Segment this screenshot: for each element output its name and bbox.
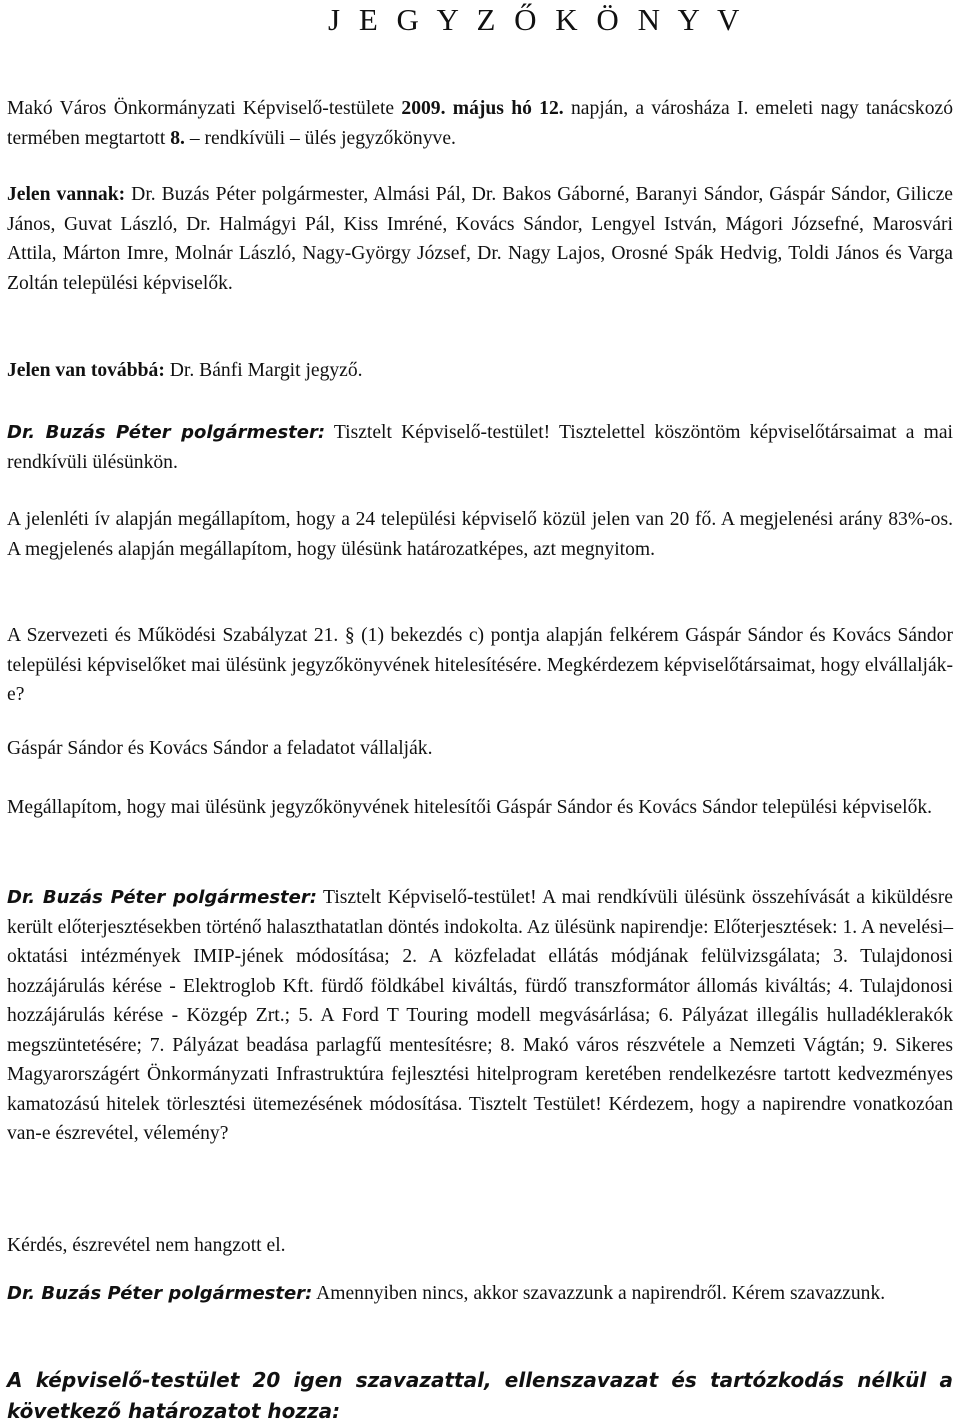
acceptance-paragraph: Gáspár Sándor és Kovács Sándor a feladatot vállalják. — [7, 738, 433, 759]
also-present-text: Dr. Bánfi Margit jegyző. — [164, 360, 363, 381]
authenticators-paragraph: Megállapítom, hogy mai ülésünk jegyzőkönyvének hitelesítői Gáspár Sándor és Kovács Sándor települési képviselők. — [7, 797, 933, 818]
speech-text: Tisztelt Képviselő-testület! A mai rendkívüli ülésünk összehívását a kiküldésre került előterjesztésekben történő halaszthatatlan döntés indokolta. Az ülésünk napirendje: Előterjesztések: 1. A nevelési–oktatási intézmények IMIP-jének módosítása; 2. A közfeladat ellátás módjának felülvizsgálata; 3. Tulajdonosi hozzájárulás kérése - Elektroglob Kft. fürdő földkábel kiváltás, fürdő transzformátor állomás kiváltás; 4. Tulajdonosi hozzájárulás kérése - Közgép Zrt.; 5. A Ford T Touring modell megvásárlása; 6. Pályázat illegális hulladéklerakók megszüntetésére; 7. Pályázat beadása parlagfű mentesítésre; 8. Makó város részvétele a Nemzeti Vágtán; 9. Sikeres Magyarországért Önkormányzati Infrastruktúra fejlesztési hitelprogram keretében rendelkezésre tartott kedvezményes kamatozású hitelek törlesztési ütemezésének módosítása. Tisztelt Testület! Kérdezem, hogy a napirendre vonatkozóan van-e észrevétel, vélemény? — [7, 887, 953, 1144]
speaker-label: Dr. Buzás Péter polgármester: — [7, 1283, 313, 1304]
speech-text: Amennyiben nincs, akkor szavazzunk a napirendről. Kérem szavazzunk. — [312, 1283, 886, 1304]
meeting-number: 8. — [170, 127, 185, 149]
speaker-label: Dr. Buzás Péter polgármester: — [7, 887, 317, 908]
vote-paragraph — [7, 1366, 953, 1427]
attendees-label: Jelen vannak: — [7, 184, 126, 205]
no-questions-paragraph: Kérdés, észrevétel nem hangzott el. — [7, 1235, 286, 1256]
also-present-label: Jelen van továbbá: — [7, 360, 165, 381]
meeting-date: 2009. május hó 12. — [401, 98, 564, 119]
speech-1 — [7, 418, 953, 477]
intro-text-3: – rendkívüli – ülés jegyzőkönyve. — [184, 127, 456, 149]
sms-paragraph: A Szervezeti és Működési Szabályzat 21. § (1) bekezdés c) pontja alapján felkérem Gáspár Sándor és Kovács Sándor települési képviselőket mai ülésünk jegyzőkönyvének hitelesítésére. Megkérdezem képviselőtársaimat, hogy elvállalják-e? — [7, 625, 953, 705]
speaker-label: Dr. Buzás Péter polgármester: — [7, 422, 326, 443]
quorum-paragraph: A jelenléti ív alapján megállapítom, hogy a 24 települési képviselő közül jelen van 20 fő. A megjelenési arány 83%-os. A megjelenés alapján megállapítom, hogy ülésünk határozatképes, azt megnyitom. — [7, 509, 953, 560]
document-title: J E G Y Z Ő K Ö N Y V — [328, 2, 745, 37]
intro-paragraph — [7, 94, 953, 153]
attendees-list: Dr. Buzás Péter polgármester, Almási Pál, Dr. Bakos Gáborné, Baranyi Sándor, Gáspár Sándor, Gilicze János, Guvat László, Dr. Halmágyi Pál, Kiss Imréné, Kovács Sándor, Lengyel István, Mágori Józsefné, Marosvári Attila, Márton Imre, Molnár László, Nagy-György József, Dr. Nagy Lajos, Orosné Spák Hedvig, Toldi János és Varga Zoltán települési képviselők. — [7, 184, 953, 294]
speech-text: Tisztelt Képviselő-testület! Tisztelettel köszöntöm képviselőtársaimat a mai rendkívüli ülésünkön. — [7, 422, 953, 473]
vote-text: A képviselő-testület 20 igen szavazattal, ellenszavazat és tartózkodás nélkül a következő határozatot hozza: — [7, 1368, 953, 1423]
intro-text: Makó Város Önkormányzati Képviselő-testülete — [7, 98, 402, 119]
attendees-paragraph — [7, 180, 953, 298]
also-present-paragraph — [7, 356, 953, 386]
intro-text-2: napján, a városháza I. emeleti nagy tanácskozó termében megtartott — [7, 98, 953, 149]
speech-2 — [7, 883, 953, 1149]
speech-3 — [7, 1279, 953, 1309]
